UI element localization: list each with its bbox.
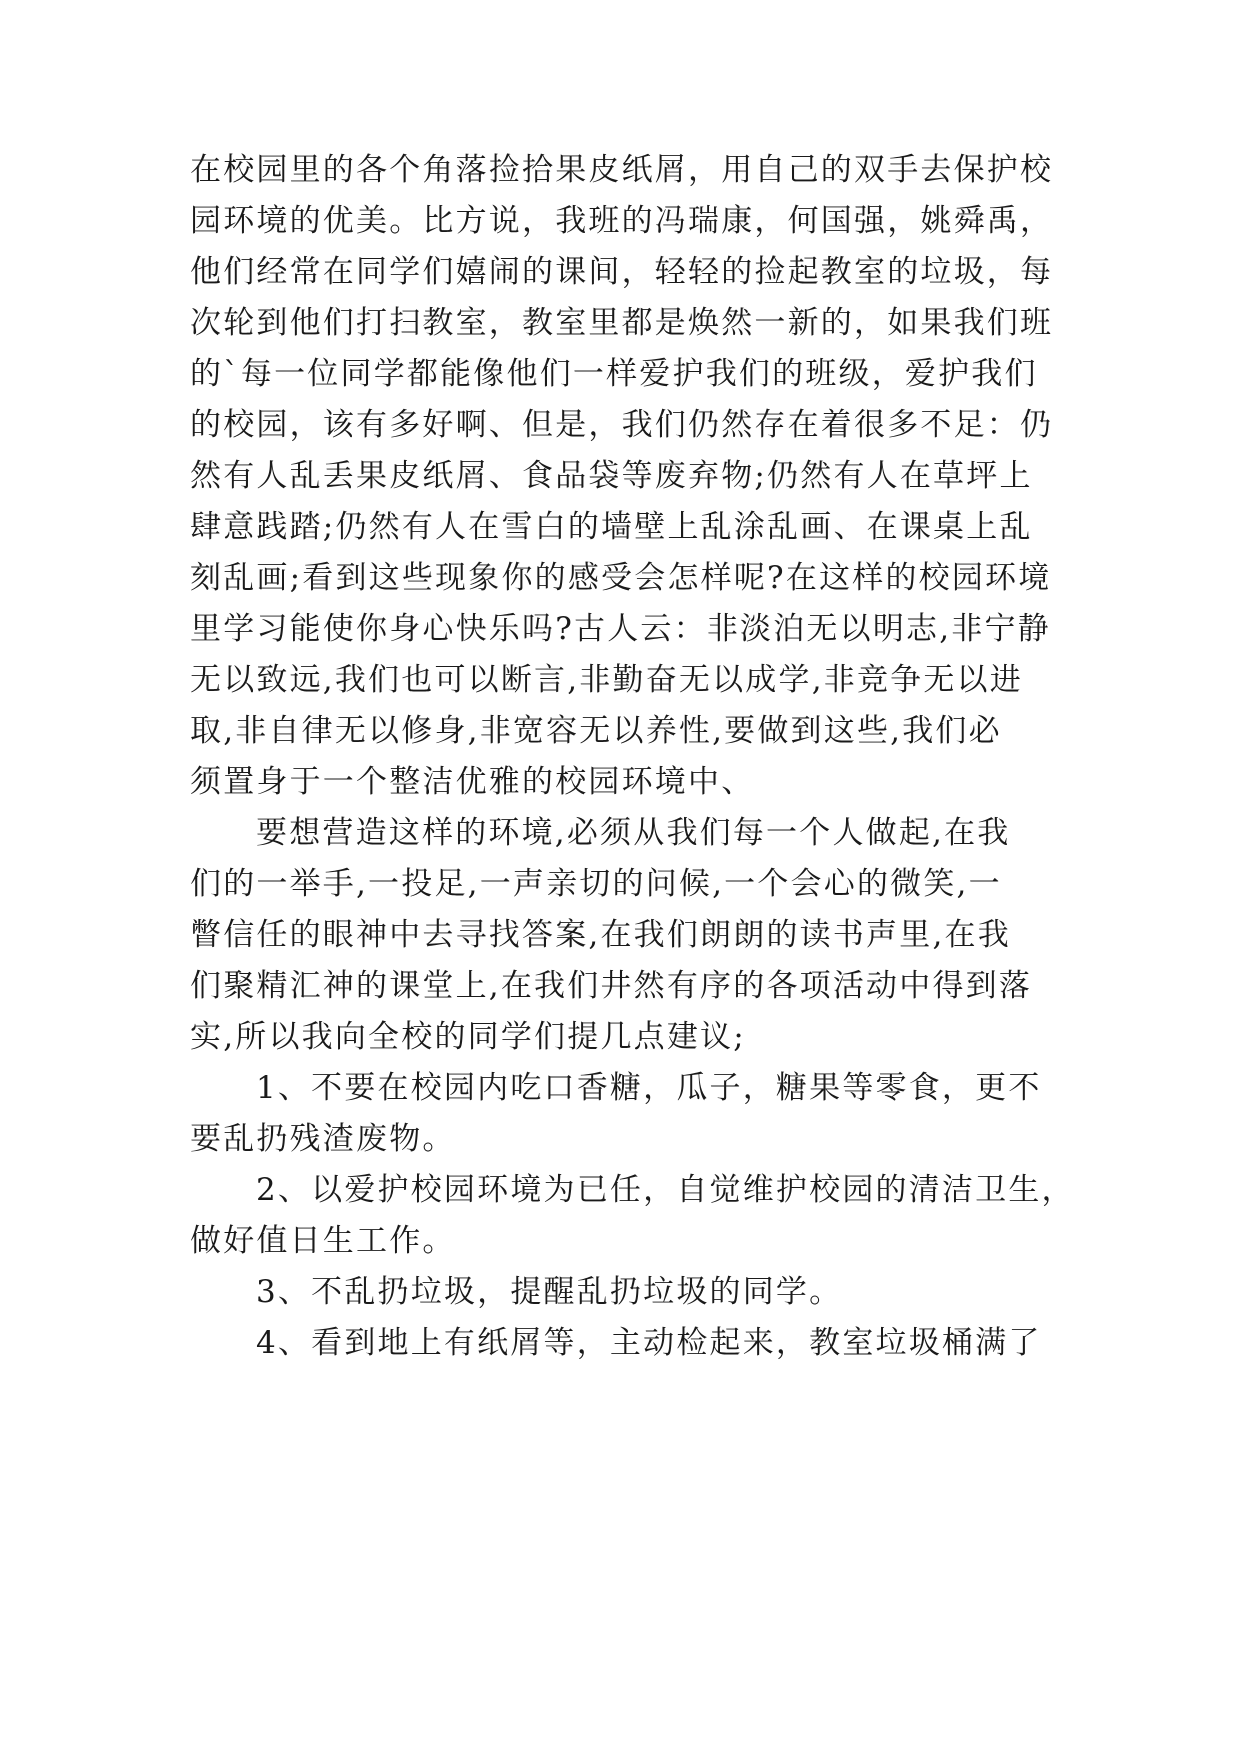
text-line: 在校园里的各个角落捡拾果皮纸屑，用自己的双手去保护校 xyxy=(190,152,1054,188)
text-line: 们聚精汇神的课堂上,在我们井然有序的各项活动中得到落 xyxy=(190,968,1033,1004)
paragraph-first-line: 要想营造这样的环境,必须从我们每一个人做起,在我 xyxy=(256,815,1011,851)
text-line: 的校园，该有多好啊、但是，我们仍然存在着很多不足：仍 xyxy=(190,407,1054,443)
list-item-4: 4、看到地上有纸屑等，主动检起来，教室垃圾桶满了 xyxy=(256,1325,1042,1361)
text-line: 做好值日生工作。 xyxy=(190,1223,456,1259)
text-line: 肆意践踏;仍然有人在雪白的墙壁上乱涂乱画、在课桌上乱 xyxy=(190,509,1033,545)
text-line: 须置身于一个整洁优雅的校园环境中、 xyxy=(190,764,755,800)
list-item-2: 2、以爱护校园环境为已任，自觉维护校园的清洁卫生， xyxy=(256,1172,1075,1208)
text-line: 次轮到他们打扫教室，教室里都是焕然一新的，如果我们班 xyxy=(190,305,1054,341)
text-line: 无以致远,我们也可以断言,非勤奋无以成学,非竞争无以进 xyxy=(190,662,1023,698)
text-line: 园环境的优美。比方说，我班的冯瑞康，何国强，姚舜禹， xyxy=(190,203,1054,239)
text-line: 的`每一位同学都能像他们一样爱护我们的班级，爱护我们 xyxy=(190,356,1038,392)
text-line: 然有人乱丢果皮纸屑、食品袋等废弃物;仍然有人在草坪上 xyxy=(190,458,1033,494)
text-line: 里学习能使你身心快乐吗?古人云：非淡泊无以明志,非宁静 xyxy=(190,611,1051,647)
text-line: 取,非自律无以修身,非宽容无以养性,要做到这些,我们必 xyxy=(190,713,1002,749)
text-line: 刻乱画;看到这些现象你的感受会怎样呢?在这样的校园环境 xyxy=(190,560,1052,596)
text-line: 瞥信任的眼神中去寻找答案,在我们朗朗的读书声里,在我 xyxy=(190,917,1011,953)
text-line: 要乱扔残渣废物。 xyxy=(190,1121,456,1157)
text-line: 实,所以我向全校的同学们提几点建议; xyxy=(190,1019,746,1055)
text-line: 他们经常在同学们嬉闹的课间，轻轻的捡起教室的垃圾，每 xyxy=(190,254,1054,290)
list-item-1: 1、不要在校园内吃口香糖，瓜子，糖果等零食，更不 xyxy=(256,1070,1042,1106)
list-item-3: 3、不乱扔垃圾，提醒乱扔垃圾的同学。 xyxy=(256,1274,843,1310)
text-line: 们的一举手,一投足,一声亲切的问候,一个会心的微笑,一 xyxy=(190,866,1002,902)
